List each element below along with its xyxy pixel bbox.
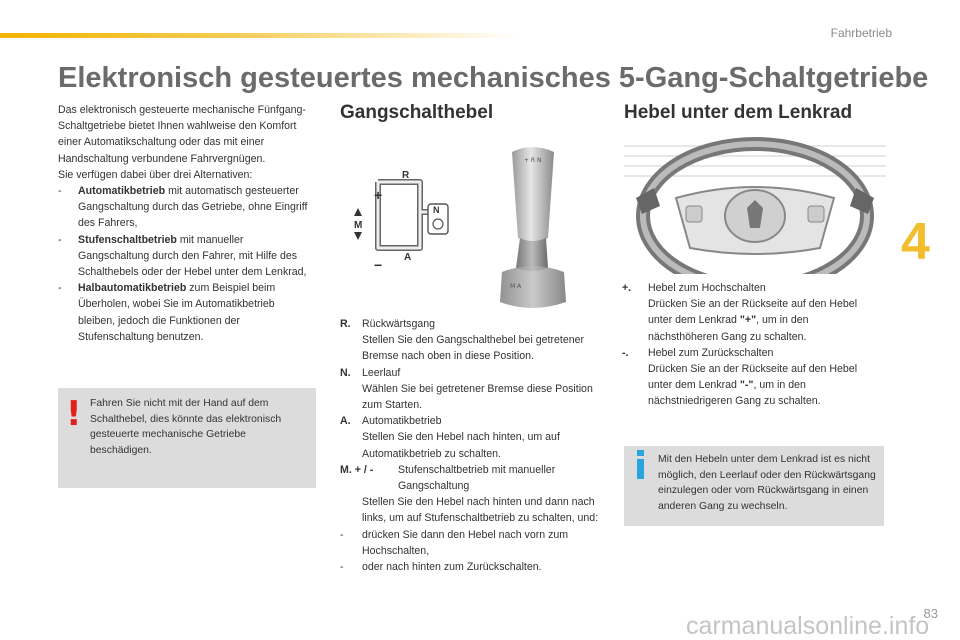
instruction-text: , um in den nächsthöheren Gang zu schalten. (648, 314, 809, 343)
mode-description: zum Beispiel beim Überholen, wobei Sie im Automatikbetrieb bleiben, jedoch die Funktionen der Stufenschaltung benutzen. (78, 282, 276, 343)
info-box (624, 446, 884, 526)
header-accent-bar (0, 33, 520, 38)
instruction-text: Stellen Sie den Gangschalthebel bei getretener Bremse nach oben in diese Position. (362, 334, 585, 363)
lever-label: +. (622, 282, 632, 294)
list-dash: - (340, 561, 344, 574)
instruction-text: drücken Sie dann den Hebel nach vorn zum Hochschalten, (362, 528, 569, 557)
gear-label: M. + / - (340, 463, 374, 476)
gear-title: Stufenschaltbetrieb mit manueller Gangschaltung (398, 463, 556, 493)
intro-paragraph: Das elektronisch gesteuerte mechanische Fünfgang-Schaltgetriebe bietet Ihnen wahlweise den Komfort einer Automatikschaltung oder das mit einer Handschaltung verbundene Fahrvergnügen. (58, 104, 306, 165)
up-arrow-icon (354, 208, 362, 216)
list-dash: - (58, 185, 62, 198)
lever-label: -. (622, 346, 629, 359)
pattern-label-minus: − (374, 257, 383, 272)
gearshift-instructions (340, 316, 610, 575)
info-text: Mit den Hebeln unter dem Lenkrad ist es nicht möglich, den Leerlauf oder den Rückwärtsgang einzulegen oder vom Rückwärtsgang in einen anderen Gang zu wechseln. (658, 454, 876, 512)
instruction-row (340, 494, 610, 526)
section-title: Fahrbetrieb (830, 26, 892, 40)
warning-box (58, 388, 316, 488)
lever-title: Hebel zum Hochschalten (648, 282, 766, 294)
svg-text:+ R N: + R N (524, 157, 542, 164)
mode-name: Automatikbetrieb (78, 185, 166, 198)
chapter-number: 4 (901, 213, 930, 271)
list-item (58, 280, 308, 345)
instruction-row (340, 332, 610, 364)
gear-label: N. (340, 366, 351, 379)
page-number: 83 (923, 606, 938, 621)
pattern-label-n: N (433, 205, 440, 215)
instruction-text: Stellen Sie den Hebel nach hinten und dann nach links, um auf Stufenschaltbetrieb zu schalten, und: (362, 496, 599, 525)
gearshift-heading: Gangschalthebel (340, 102, 494, 123)
gear-title: Rückwärtsgang (362, 318, 436, 330)
list-dash: - (58, 282, 62, 295)
instruction-text: Drücken Sie an der Rückseite auf den Hebel unter dem Lenkrad (648, 298, 858, 327)
instruction-text: Drücken Sie an der Rückseite auf den Hebel unter dem Lenkrad (648, 363, 858, 392)
mode-name: Stufenschaltbetrieb (78, 233, 177, 246)
list-dash: - (58, 233, 62, 246)
list-item (340, 559, 610, 575)
pattern-label-r: R (402, 170, 410, 181)
lever-title: Hebel zum Zurückschalten (648, 346, 774, 359)
gear-title: Automatikbetrieb (362, 415, 442, 428)
watermark: carmanualsonline.info (686, 612, 930, 640)
gear-a-row (340, 413, 610, 429)
instruction-row (340, 381, 610, 413)
gear-n-row (340, 365, 610, 381)
steering-wheel-image (624, 136, 886, 274)
lever-minus-row (622, 345, 872, 361)
key-label: "+" (739, 314, 757, 327)
instruction-text: Wählen Sie bei getretener Bremse diese Position zum Starten. (362, 382, 593, 412)
pattern-label-a: A (404, 252, 412, 263)
intro-alternatives: Sie verfügen dabei über drei Alternativen: (58, 168, 253, 181)
down-arrow-icon (354, 232, 362, 240)
exclamation-icon: ! (66, 394, 82, 434)
instruction-row (622, 296, 872, 345)
mode-description: mit automatisch gesteuerter Gangschaltung durch das Getriebe, ohne Eingriff des Fahrers, (78, 185, 308, 230)
mode-name: Halbautomatikbetrieb (78, 282, 187, 295)
list-item (58, 183, 308, 232)
svg-text:M A: M A (510, 283, 522, 290)
steering-heading: Hebel unter dem Lenkrad (624, 102, 853, 123)
gear-label: R. (340, 318, 351, 330)
instruction-row (340, 429, 610, 461)
mode-description: mit manueller Gangschaltung durch den Fahrer, mit Hilfe des Schalthebels oder der Hebel unter dem Lenkrad, (78, 233, 307, 279)
page-title: Elektronisch gesteuertes mechanisches 5-Gang-Schaltgetriebe (58, 62, 929, 94)
list-item (340, 527, 610, 559)
instruction-text: oder nach hinten zum Zurückschalten. (362, 561, 542, 574)
gear-title: Leerlauf (362, 366, 401, 379)
gear-m-row (340, 462, 610, 494)
info-icon (634, 450, 648, 480)
instruction-row (622, 361, 872, 410)
gear-pattern-diagram (340, 168, 458, 272)
list-dash: - (340, 528, 344, 541)
lever-plus-row (622, 280, 872, 296)
key-label: "-" (739, 379, 754, 392)
list-item (58, 232, 308, 281)
gear-label: A. (340, 415, 351, 428)
intro-section (58, 102, 308, 345)
gear-r-row (340, 316, 610, 332)
gear-lever-image (494, 142, 570, 312)
pattern-label-m: M (354, 220, 363, 231)
warning-text: Fahren Sie nicht mit der Hand auf dem Schalthebel, dies könnte das elektronisch gesteuerte mechanische Getriebe beschädigen. (90, 398, 282, 456)
pattern-label-plus: + (374, 187, 383, 203)
steering-instructions (622, 280, 872, 410)
instruction-text: , um in den nächstniedrigeren Gang zu schalten. (648, 379, 821, 408)
instruction-text: Stellen Sie den Hebel nach hinten, um auf Automatikbetrieb zu schalten. (362, 431, 560, 460)
